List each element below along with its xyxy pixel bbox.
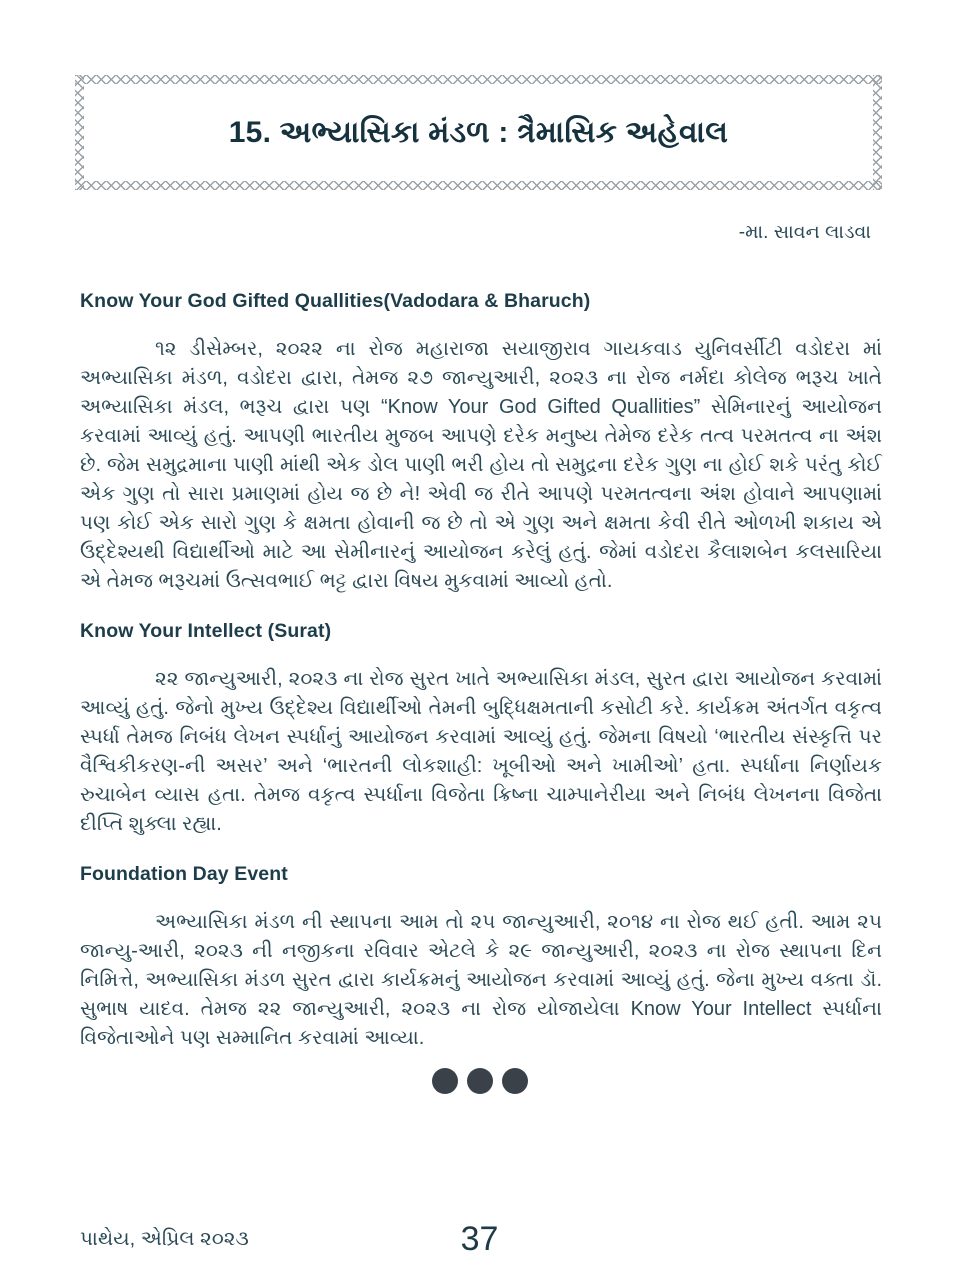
separator-dot	[502, 1068, 528, 1094]
page-number: 37	[460, 1220, 499, 1258]
article-title-box	[75, 75, 882, 190]
section-heading: Foundation Day Event	[80, 863, 288, 885]
journal-issue-label: પાથેય, એપ્રિલ ૨૦૨૩	[80, 1228, 249, 1250]
section-god-gifted-qualities	[80, 290, 882, 596]
decorative-diamond-border-bottom	[75, 181, 882, 190]
decorative-diamond-border-right	[873, 75, 882, 190]
section-know-your-intellect	[80, 620, 882, 839]
section-foundation-day-event	[80, 863, 882, 1053]
article-body	[80, 290, 882, 1077]
decorative-diamond-border-left	[75, 75, 84, 190]
section-heading: Know Your God Gifted Quallities(Vadodara & Bharuch)	[80, 290, 591, 312]
author-attribution: -મા. સાવન લાડવા	[738, 222, 871, 243]
decorative-diamond-border-top	[75, 75, 882, 84]
end-of-article-separator	[0, 1068, 959, 1094]
article-title: 15. અભ્યાસિકા મંડળ : ત્રૈમાસિક અહેવાલ	[228, 115, 729, 149]
section-paragraph: અભ્યાસિકા મંડળ ની સ્થાપના આમ તો ૨૫ જાન્યુઆરી, ૨૦૧૪ ના રોજ થઈ હતી. આમ ૨૫ જાન્યુ-આરી, ૨૦૨૩ ની નજીકના રવિવાર એટલે કે ૨૯ જાન્યુઆરી, ૨૦૨૩ ના રોજ સ્થાપના દિન નિમિત્તે, અભ્યાસિકા મંડળ સુરત દ્વારા કાર્યક્રમનું આયોજન કરવામાં આવ્યું હતું. જેના મુખ્ય વક્તા ડૉ. સુભાષ યાદવ. તેમજ ૨૨ જાન્યુઆરી, ૨૦૨૩ ના રોજ યોજાયેલા Know Your Intellect સ્પર્ધાના વિજેતાઓને પણ સમ્માનિત કરવામાં આવ્યા.	[80, 911, 882, 1049]
section-paragraph: ૨૨ જાન્યુઆરી, ૨૦૨૩ ના રોજ સુરત ખાતે અભ્યાસિકા મંડલ, સુરત દ્વારા આયોજન કરવામાં આવ્યું હતું. જેનો મુખ્ય ઉદ્દેશ્ય વિદ્યાર્થીઓ તેમની બુદ્ધિક્ષમતાની કસોટી કરે. કાર્યક્રમ અંતર્ગત વકૃત્વ સ્પર્ધા તેમજ નિબંધ લેખન સ્પર્ધાનું આયોજન કરવામાં આવ્યું હતું. જેમના વિષયો ‘ભારતીય સંસ્કૃત્તિ પર વૈશ્વિકીકરણ-ની અસર’ અને ‘ભારતની લોકશાહી: ખૂબીઓ અને ખામીઓ’ હતા. સ્પર્ધાના નિર્ણાયક રુચાબેન વ્યાસ હતા. તેમજ વકૃત્વ સ્પર્ધાના વિજેતા ક્રિષ્ના ચામ્પાનેરીયા અને નિબંધ લેખનના વિજેતા દીપ્તિ શુક્લા રહ્યા.	[80, 668, 882, 835]
separator-dot	[467, 1068, 493, 1094]
separator-dot	[432, 1068, 458, 1094]
section-heading: Know Your Intellect (Surat)	[80, 620, 332, 642]
section-paragraph: ૧૨ ડીસેમ્બર, ૨૦૨૨ ના રોજ મહારાજા સયાજીરાવ ગાયકવાડ યુનિવર્સીટી વડોદરા માં અભ્યાસિકા મંડળ, વડોદરા દ્વારા, તેમજ ૨૭ જાન્યુઆરી, ૨૦૨૩ ના રોજ નર્મદા કોલેજ ભરૂચ ખાતે અભ્યાસિકા મંડલ, ભરૂચ દ્વારા પણ “Know Your God Gifted Quallities” સેમિનારનું આયોજન કરવામાં આવ્યું હતું. આપણી ભારતીય મુજબ આપણે દરેક મનુષ્ય તેમેજ દરેક તત્વ પરમતત્વ ના અંશ છે. જેમ સમુદ્રમાના પાણી માંથી એક ડોલ પાણી ભરી હોય તો સમુદ્રના દરેક ગુણ ના હોઈ શકે પરંતુ કોઈ એક ગુણ તો સારા પ્રમાણમાં હોય જ છે ને! એવી જ રીતે આપણે પરમતત્વના અંશ હોવાને આપણામાં પણ કોઈ એક સારો ગુણ કે ક્ષમતા હોવાની જ છે તો એ ગુણ અને ક્ષમતા કેવી રીતે ઓળખી શકાય એ ઉદ્દેશ્યથી વિદ્યાર્થીઓ માટે આ સેમીનારનું આયોજન કરેલું હતું. જેમાં વડોદરા કૈલાશબેન કલસારિયા એ તેમજ ભરૂચમાં ઉત્સવભાઈ ભટ્ટ દ્વારા વિષય મુકવામાં આવ્યો હતો.	[80, 338, 882, 592]
